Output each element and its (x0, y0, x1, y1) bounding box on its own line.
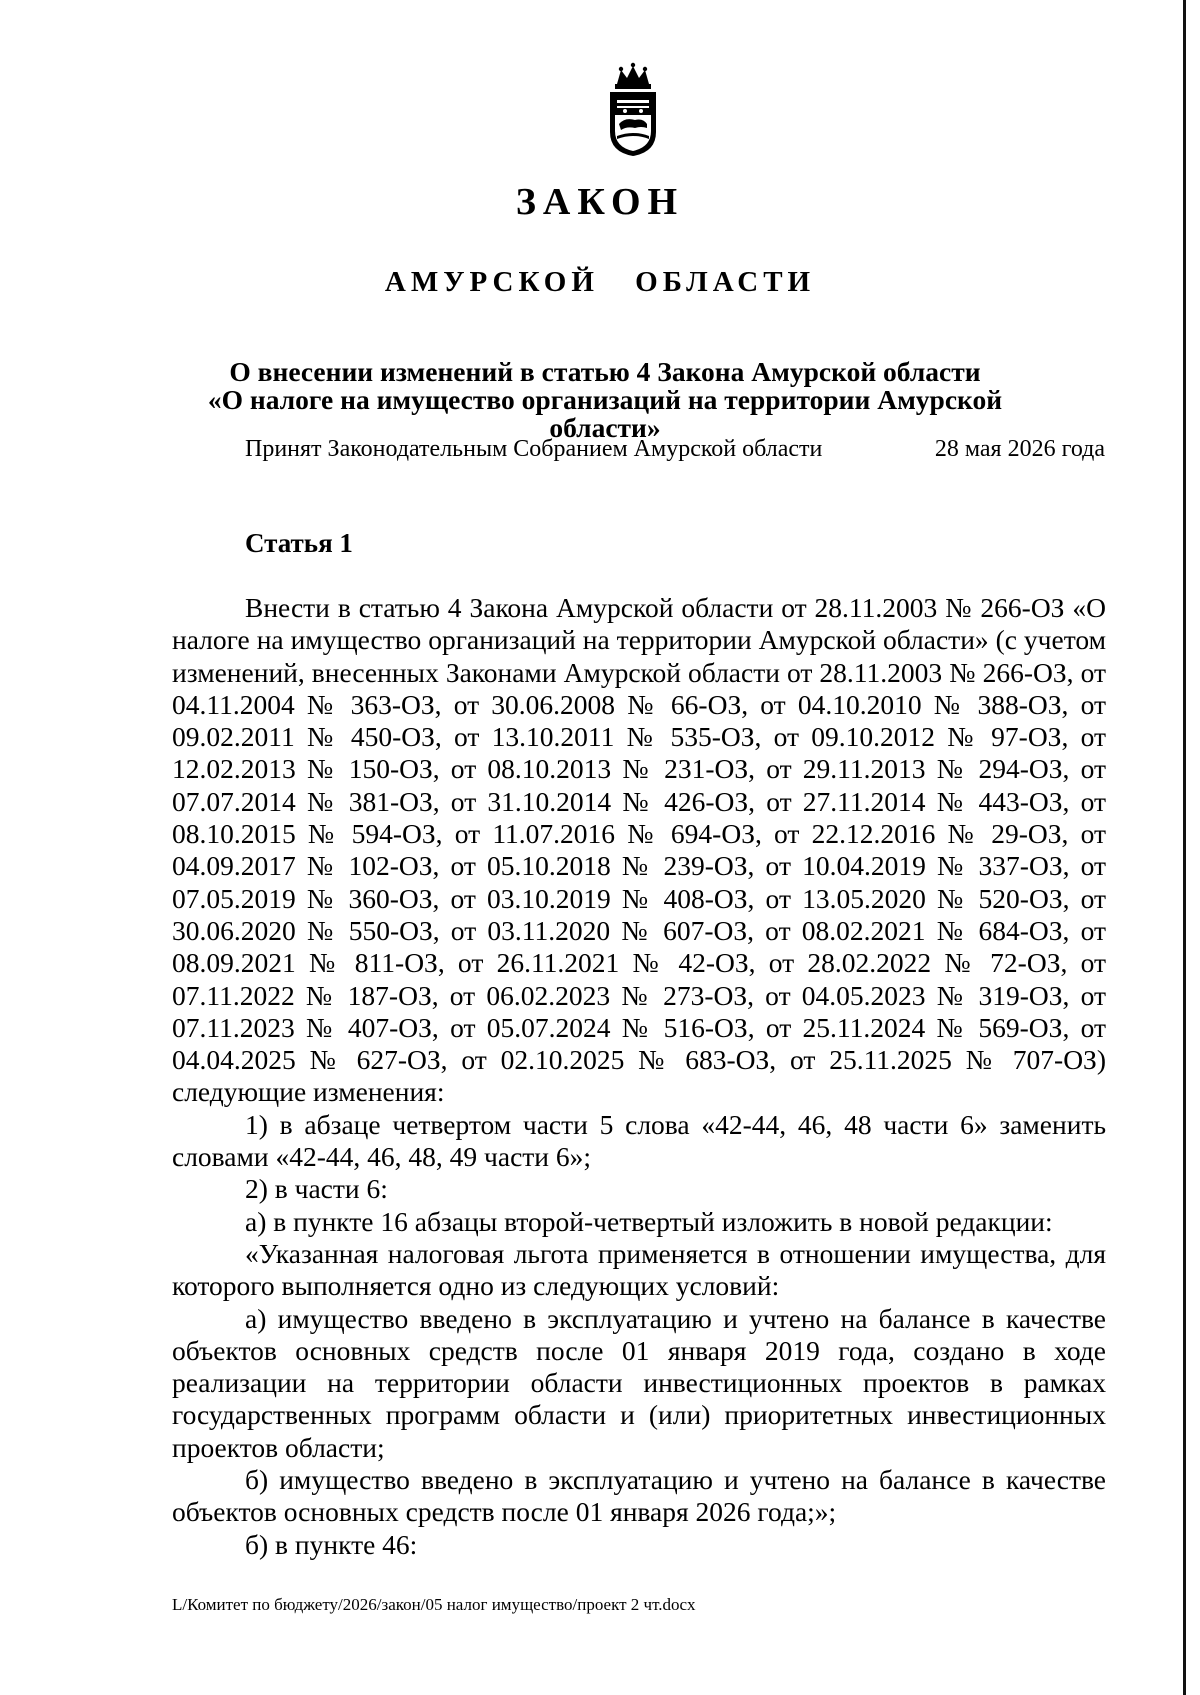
article-paragraph: 2) в части 6: (245, 1173, 388, 1205)
article-paragraph: а) имущество введено в эксплуатацию и учтено на балансе в качестве объектов основных средств после 01 января 2019 года, создано в ходе реализации на территории области инвестиционных проектов в рамках государственных программ области и (или) приоритетных инвестиционных проектов области; (172, 1302, 1106, 1463)
scan-edge-line (1183, 0, 1186, 1695)
document-title: ЗАКОН (515, 181, 685, 223)
law-subject-line-2: «О налоге на имущество организаций на территории Амурской области» (207, 384, 1003, 443)
article-body (172, 592, 1106, 1561)
adoption-line (245, 436, 1105, 463)
article-paragraph: «Указанная налоговая льгота применяется в отношении имущества, для которого выполняется одно из следующих условий: (172, 1237, 1106, 1302)
region-title: АМУРСКОЙ ОБЛАСТИ (384, 266, 816, 298)
footer-file-path: L/Комитет по бюджету/2026/закон/05 налог имущество/проект 2 чт.docx (172, 1595, 696, 1614)
article-heading: Статья 1 (245, 528, 353, 558)
article-paragraph: б) в пункте 46: (245, 1528, 418, 1560)
adoption-date: 28 мая 2026 года (934, 436, 1105, 462)
article-paragraph: а) в пункте 16 абзацы второй-четвертый изложить в новой редакции: (245, 1205, 1053, 1237)
law-subject-line-1: О внесении изменений в статью 4 Закона Амурской области (229, 356, 981, 387)
adopted-by: Принят Законодательным Собранием Амурской области (245, 436, 823, 462)
amur-oblast-coat-of-arms-icon (605, 62, 661, 158)
article-paragraph: 1) в абзаце четвертом части 5 слова «42-44, 46, 48 части 6» заменить словами «42-44, 46, 48, 49 части 6»; (172, 1108, 1106, 1173)
article-paragraph: б) имущество введено в эксплуатацию и учтено на балансе в качестве объектов основных средств после 01 января 2026 года;»; (172, 1464, 1106, 1528)
law-subject (150, 358, 1060, 442)
article-paragraph: Внести в статью 4 Закона Амурской области от 28.11.2003 № 266-ОЗ «О налоге на имущество организаций на территории Амурской области» (с учетом изменений, внесенных Законами Амурской области от 28.11.2003 № 266-ОЗ, от 04.11.2004 № 363-ОЗ, от 30.06.2008 № 66-ОЗ, от 04.10.2010 № 388-ОЗ, от 09.02.2011 № 450-ОЗ, от 13.10.2011 № 535-ОЗ, от 09.10.2012 № 97-ОЗ, от 12.02.2013 № 150-ОЗ, от 08.10.2013 № 231-ОЗ, от 29.11.2013 № 294-ОЗ, от 07.07.2014 № 381-ОЗ, от 31.10.2014 № 426-ОЗ, от 27.11.2014 № 443-ОЗ, от 08.10.2015 № 594-ОЗ, от 11.07.2016 № 694-ОЗ, от 22.12.2016 № 29-ОЗ, от 04.09.2017 № 102-ОЗ, от 05.10.2018 № 239-ОЗ, от 10.04.2019 № 337-ОЗ, от 07.05.2019 № 360-ОЗ, от 03.10.2019 № 408-ОЗ, от 13.05.2020 № 520-ОЗ, от 30.06.2020 № 550-ОЗ, от 03.11.2020 № 607-ОЗ, от 08.02.2021 № 684-ОЗ, от 08.09.2021 № 811-ОЗ, от 26.11.2021 № 42-ОЗ, от 28.02.2022 № 72-ОЗ, от 07.11.2022 № 187-ОЗ, от 06.02.2023 № 273-ОЗ, от 04.05.2023 № 319-ОЗ, от 07.11.2023 № 407-ОЗ, от 05.07.2024 № 516-ОЗ, от 25.11.2024 № 569-ОЗ, от 04.04.2025 № 627-ОЗ, от 02.10.2025 № 683-ОЗ, от 25.11.2025 № 707-ОЗ) следующие изменения: (172, 592, 1106, 1108)
